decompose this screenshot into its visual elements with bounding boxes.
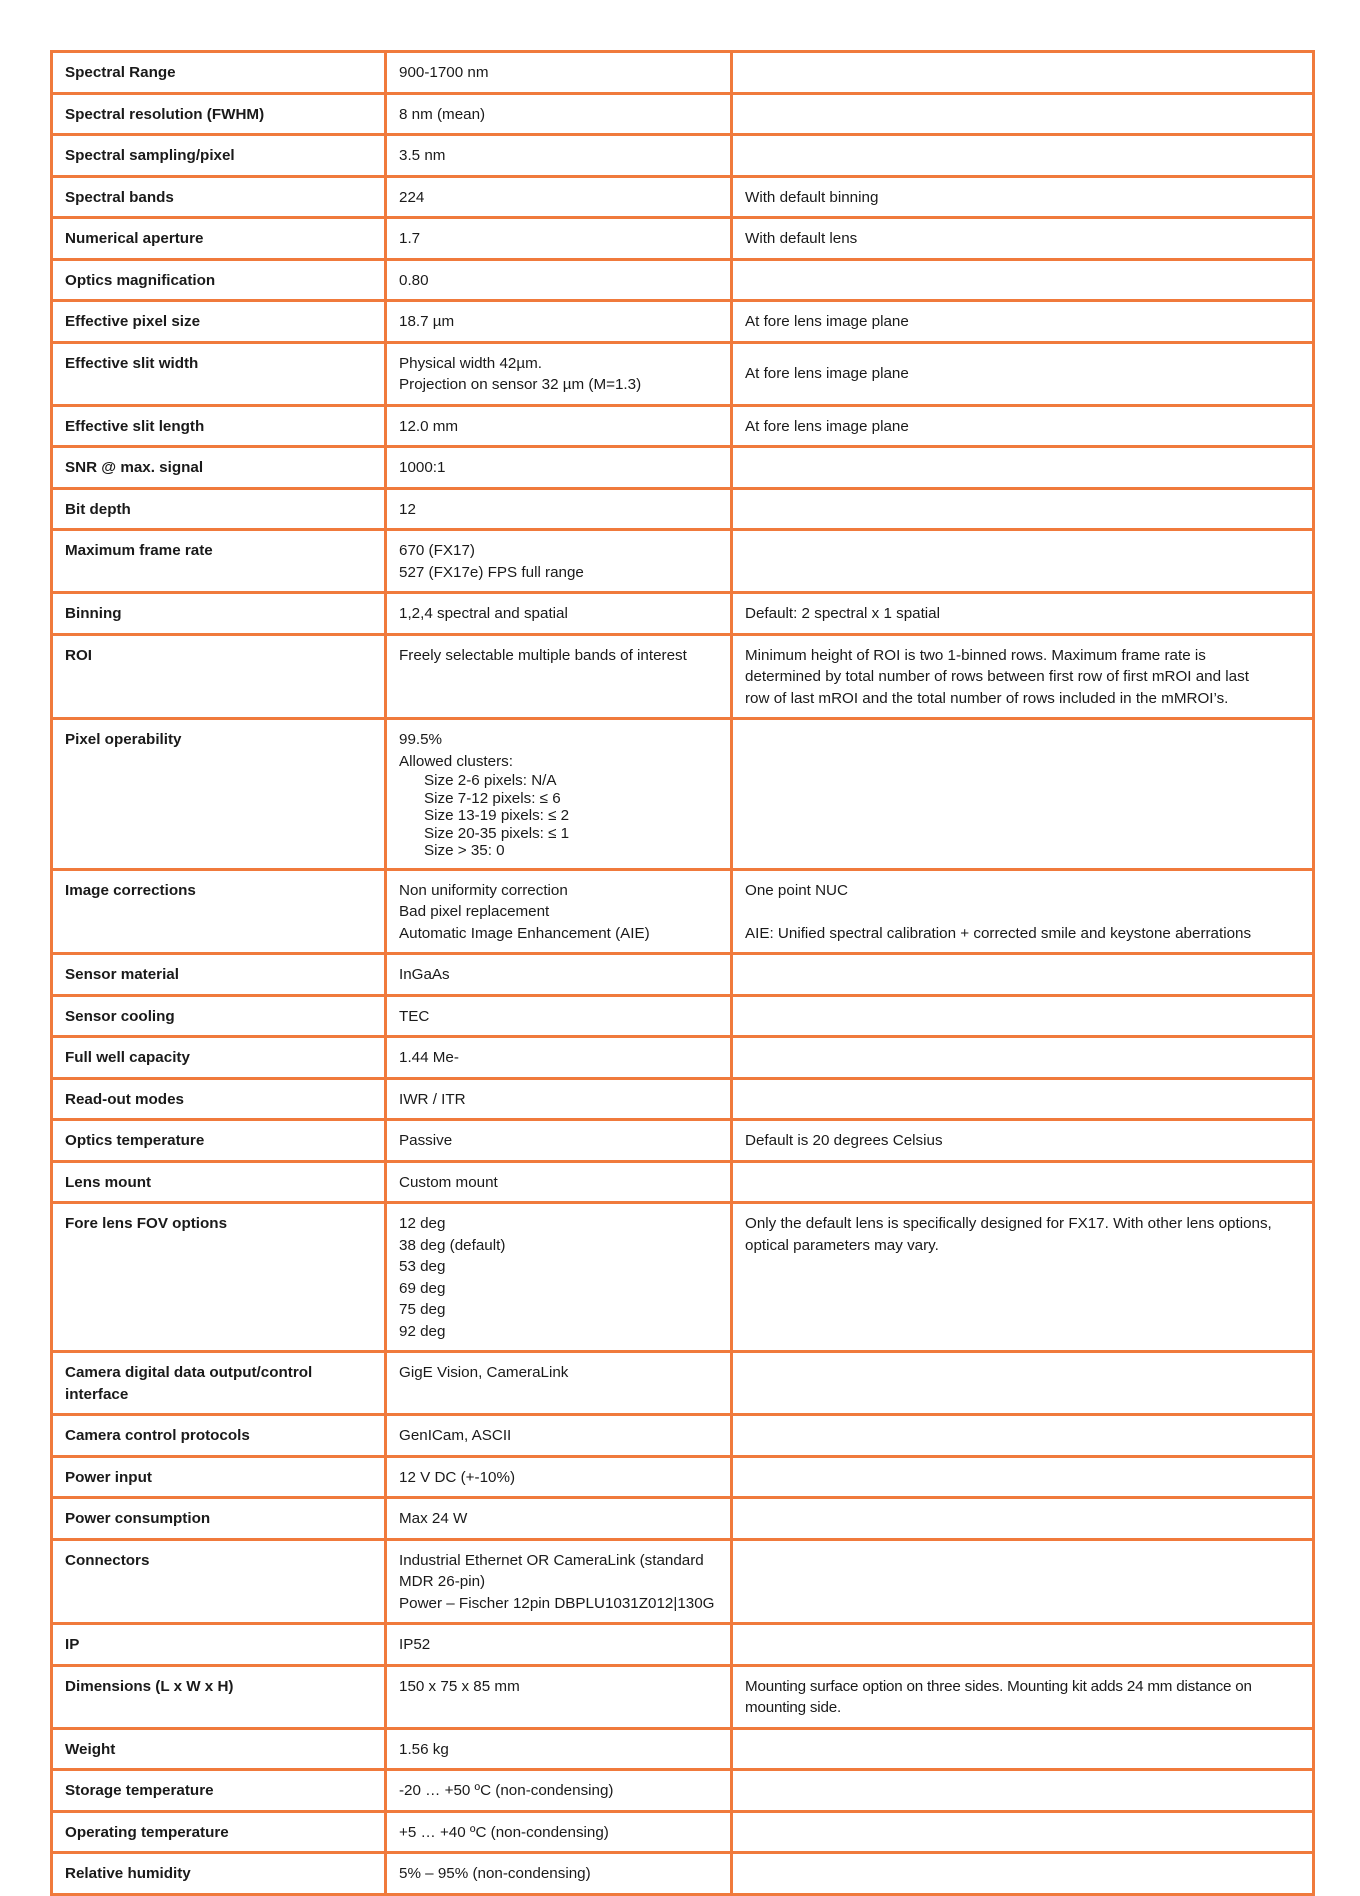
parameter-name: Optics temperature: [52, 1120, 386, 1162]
table-row: [52, 593, 1314, 635]
parameter-name: IP: [52, 1624, 386, 1666]
parameter-value: 224: [386, 176, 732, 218]
parameter-note: [732, 1037, 1314, 1079]
table-row: [52, 135, 1314, 177]
parameter-name: Storage temperature: [52, 1770, 386, 1812]
parameter-value: 3.5 nm: [386, 135, 732, 177]
parameter-name: Spectral sampling/pixel: [52, 135, 386, 177]
parameter-name: Operating temperature: [52, 1811, 386, 1853]
parameter-name: Binning: [52, 593, 386, 635]
parameter-name: Power consumption: [52, 1498, 386, 1540]
parameter-value: [386, 869, 732, 954]
table-row: [52, 259, 1314, 301]
parameter-value: Custom mount: [386, 1161, 732, 1203]
cluster-line: Size 20-35 pixels: ≤ 1: [424, 824, 570, 842]
value-line: 670 (FX17): [399, 542, 475, 559]
parameter-note: [732, 1770, 1314, 1812]
parameter-note: With default binning: [732, 176, 1314, 218]
parameter-note: [732, 1203, 1314, 1352]
parameter-name: Fore lens FOV options: [52, 1203, 386, 1352]
parameter-note: [732, 1811, 1314, 1853]
table-row: [52, 301, 1314, 343]
value-line: Bad pixel replacement: [399, 903, 550, 920]
parameter-value: 12 V DC (+-10%): [386, 1456, 732, 1498]
parameter-name: Camera control protocols: [52, 1415, 386, 1457]
table-row: [52, 954, 1314, 996]
parameter-name: Relative humidity: [52, 1853, 386, 1895]
parameter-note: [732, 135, 1314, 177]
fov-option: 38 deg (default): [399, 1236, 506, 1254]
parameter-value: 1.44 Me-: [386, 1037, 732, 1079]
parameter-value: IWR / ITR: [386, 1078, 732, 1120]
parameter-note: With default lens: [732, 218, 1314, 260]
parameter-name: Spectral Range: [52, 52, 386, 94]
note-line: row of last mROI and the total number of rows included in the mMROI’s.: [745, 689, 1229, 707]
parameter-value: -20 … +50 ºC (non-condensing): [386, 1770, 732, 1812]
value-line: 527 (FX17e) FPS full range: [399, 563, 584, 581]
table-row: [52, 995, 1314, 1037]
parameter-note: [732, 530, 1314, 593]
table-row: [52, 1539, 1314, 1624]
table-row: [52, 1352, 1314, 1415]
parameter-name: Pixel operability: [52, 719, 386, 870]
parameter-value: InGaAs: [386, 954, 732, 996]
parameter-value: 1.56 kg: [386, 1728, 732, 1770]
value-line: Non uniformity correction: [399, 881, 568, 899]
parameter-name: Lens mount: [52, 1161, 386, 1203]
table-row: [52, 405, 1314, 447]
parameter-value: +5 … +40 ºC (non-condensing): [386, 1811, 732, 1853]
parameter-value: Freely selectable multiple bands of interest: [386, 634, 732, 719]
table-row: [52, 719, 1314, 870]
parameter-value: TEC: [386, 995, 732, 1037]
parameter-value: IP52: [386, 1624, 732, 1666]
parameter-value: [386, 342, 732, 405]
parameter-note: [732, 1078, 1314, 1120]
parameter-value: [386, 719, 732, 870]
table-row: [52, 1811, 1314, 1853]
value-line: Industrial Ethernet OR CameraLink (standard: [399, 1551, 704, 1569]
table-row: [52, 1120, 1314, 1162]
note-line: One point NUC: [745, 881, 848, 899]
spec-table: [50, 50, 1315, 1896]
parameter-name: Power input: [52, 1456, 386, 1498]
note-line: AIE: Unified spectral calibration + corrected smile and keystone aberrations: [745, 924, 1252, 942]
table-row: [52, 1415, 1314, 1457]
parameter-value: 8 nm (mean): [386, 93, 732, 135]
table-row: [52, 1665, 1314, 1728]
parameter-value: [386, 1539, 732, 1624]
parameter-note: [732, 634, 1314, 719]
table-row: [52, 488, 1314, 530]
parameter-value: GenICam, ASCII: [386, 1415, 732, 1457]
parameter-value: 12: [386, 488, 732, 530]
parameter-note: [732, 1624, 1314, 1666]
parameter-name: Spectral bands: [52, 176, 386, 218]
parameter-note: Mounting surface option on three sides. Mounting kit adds 24 mm distance on mounting side.: [732, 1665, 1314, 1728]
parameter-note: [732, 995, 1314, 1037]
parameter-name: Numerical aperture: [52, 218, 386, 260]
parameter-note: [732, 1161, 1314, 1203]
parameter-note: Default: 2 spectral x 1 spatial: [732, 593, 1314, 635]
table-row: [52, 52, 1314, 94]
fov-option: 53 deg: [399, 1258, 446, 1275]
parameter-name: Effective slit length: [52, 405, 386, 447]
table-row: [52, 530, 1314, 593]
table-row: [52, 634, 1314, 719]
parameter-value: 900-1700 nm: [386, 52, 732, 94]
value-line: Allowed clusters:: [399, 752, 513, 770]
value-line: MDR 26-pin): [399, 1573, 486, 1590]
parameter-value: 1000:1: [386, 447, 732, 489]
parameter-name: Full well capacity: [52, 1037, 386, 1079]
table-row: [52, 1853, 1314, 1895]
fov-option: 92 deg: [399, 1322, 446, 1340]
parameter-name: Sensor cooling: [52, 995, 386, 1037]
note-line: Only the default lens is specifically designed for FX17. With other lens options,: [745, 1215, 1272, 1232]
parameter-name: Effective pixel size: [52, 301, 386, 343]
cluster-line: Size 7-12 pixels: ≤ 6: [424, 789, 561, 807]
table-row: [52, 218, 1314, 260]
parameter-name: Bit depth: [52, 488, 386, 530]
table-row: [52, 93, 1314, 135]
parameter-note: [732, 1498, 1314, 1540]
table-row: [52, 342, 1314, 405]
table-row: [52, 1456, 1314, 1498]
table-row: [52, 1203, 1314, 1352]
parameter-value: [386, 530, 732, 593]
parameter-value: 1.7: [386, 218, 732, 260]
table-row: [52, 869, 1314, 954]
parameter-note: [732, 954, 1314, 996]
parameter-note: [732, 259, 1314, 301]
value-line: Projection on sensor 32 µm (M=1.3): [399, 376, 642, 393]
parameter-name: SNR @ max. signal: [52, 447, 386, 489]
parameter-note: [732, 93, 1314, 135]
parameter-note: [732, 1853, 1314, 1895]
cluster-line: Size 13-19 pixels: ≤ 2: [424, 807, 570, 824]
parameter-value: 150 x 75 x 85 mm: [386, 1665, 732, 1728]
parameter-name: Camera digital data output/control interface: [52, 1352, 386, 1415]
parameter-value: 18.7 µm: [386, 301, 732, 343]
table-row: [52, 1770, 1314, 1812]
table-row: [52, 1624, 1314, 1666]
parameter-note: [732, 1415, 1314, 1457]
fov-option: 75 deg: [399, 1301, 446, 1318]
note-line: optical parameters may vary.: [745, 1236, 939, 1254]
parameter-note: [732, 488, 1314, 530]
parameter-value: 1,2,4 spectral and spatial: [386, 593, 732, 635]
parameter-note: [732, 447, 1314, 489]
parameter-note: [732, 1352, 1314, 1415]
table-row: [52, 1728, 1314, 1770]
parameter-value: [386, 1203, 732, 1352]
note-line: determined by total number of rows between first row of first mROI and last: [745, 668, 1249, 685]
parameter-value: 0.80: [386, 259, 732, 301]
cluster-line: Size 2-6 pixels: N/A: [424, 772, 557, 789]
cluster-line: Size > 35: 0: [424, 842, 505, 859]
parameter-name: Image corrections: [52, 869, 386, 954]
parameter-note: [732, 1728, 1314, 1770]
table-row: [52, 447, 1314, 489]
parameter-value: GigE Vision, CameraLink: [386, 1352, 732, 1415]
parameter-note: [732, 52, 1314, 94]
parameter-name: Effective slit width: [52, 342, 386, 405]
parameter-note: At fore lens image plane: [732, 405, 1314, 447]
parameter-name: Weight: [52, 1728, 386, 1770]
parameter-name: Dimensions (L x W x H): [52, 1665, 386, 1728]
parameter-name: Read-out modes: [52, 1078, 386, 1120]
parameter-note: At fore lens image plane: [732, 342, 1314, 405]
fov-option: 69 deg: [399, 1279, 446, 1297]
parameter-note: At fore lens image plane: [732, 301, 1314, 343]
fov-option: 12 deg: [399, 1215, 446, 1232]
parameter-note: [732, 1539, 1314, 1624]
parameter-value: Passive: [386, 1120, 732, 1162]
value-line: Physical width 42µm.: [399, 354, 542, 372]
parameter-value: 12.0 mm: [386, 405, 732, 447]
table-row: [52, 176, 1314, 218]
table-row: [52, 1078, 1314, 1120]
value-line: Power – Fischer 12pin DBPLU1031Z012|130G: [399, 1594, 715, 1612]
parameter-value: Max 24 W: [386, 1498, 732, 1540]
parameter-note: [732, 869, 1314, 954]
parameter-name: Sensor material: [52, 954, 386, 996]
parameter-note: Default is 20 degrees Celsius: [732, 1120, 1314, 1162]
value-line: 99.5%: [399, 731, 443, 748]
table-row: [52, 1498, 1314, 1540]
parameter-note: [732, 1456, 1314, 1498]
note-line: Minimum height of ROI is two 1-binned rows. Maximum frame rate is: [745, 646, 1206, 664]
parameter-note: [732, 719, 1314, 870]
parameter-name: Spectral resolution (FWHM): [52, 93, 386, 135]
parameter-name: Optics magnification: [52, 259, 386, 301]
table-row: [52, 1161, 1314, 1203]
table-row: [52, 1037, 1314, 1079]
parameter-name: Connectors: [52, 1539, 386, 1624]
parameter-name: Maximum frame rate: [52, 530, 386, 593]
value-line: Automatic Image Enhancement (AIE): [399, 924, 650, 942]
parameter-name: ROI: [52, 634, 386, 719]
parameter-value: 5% – 95% (non-condensing): [386, 1853, 732, 1895]
